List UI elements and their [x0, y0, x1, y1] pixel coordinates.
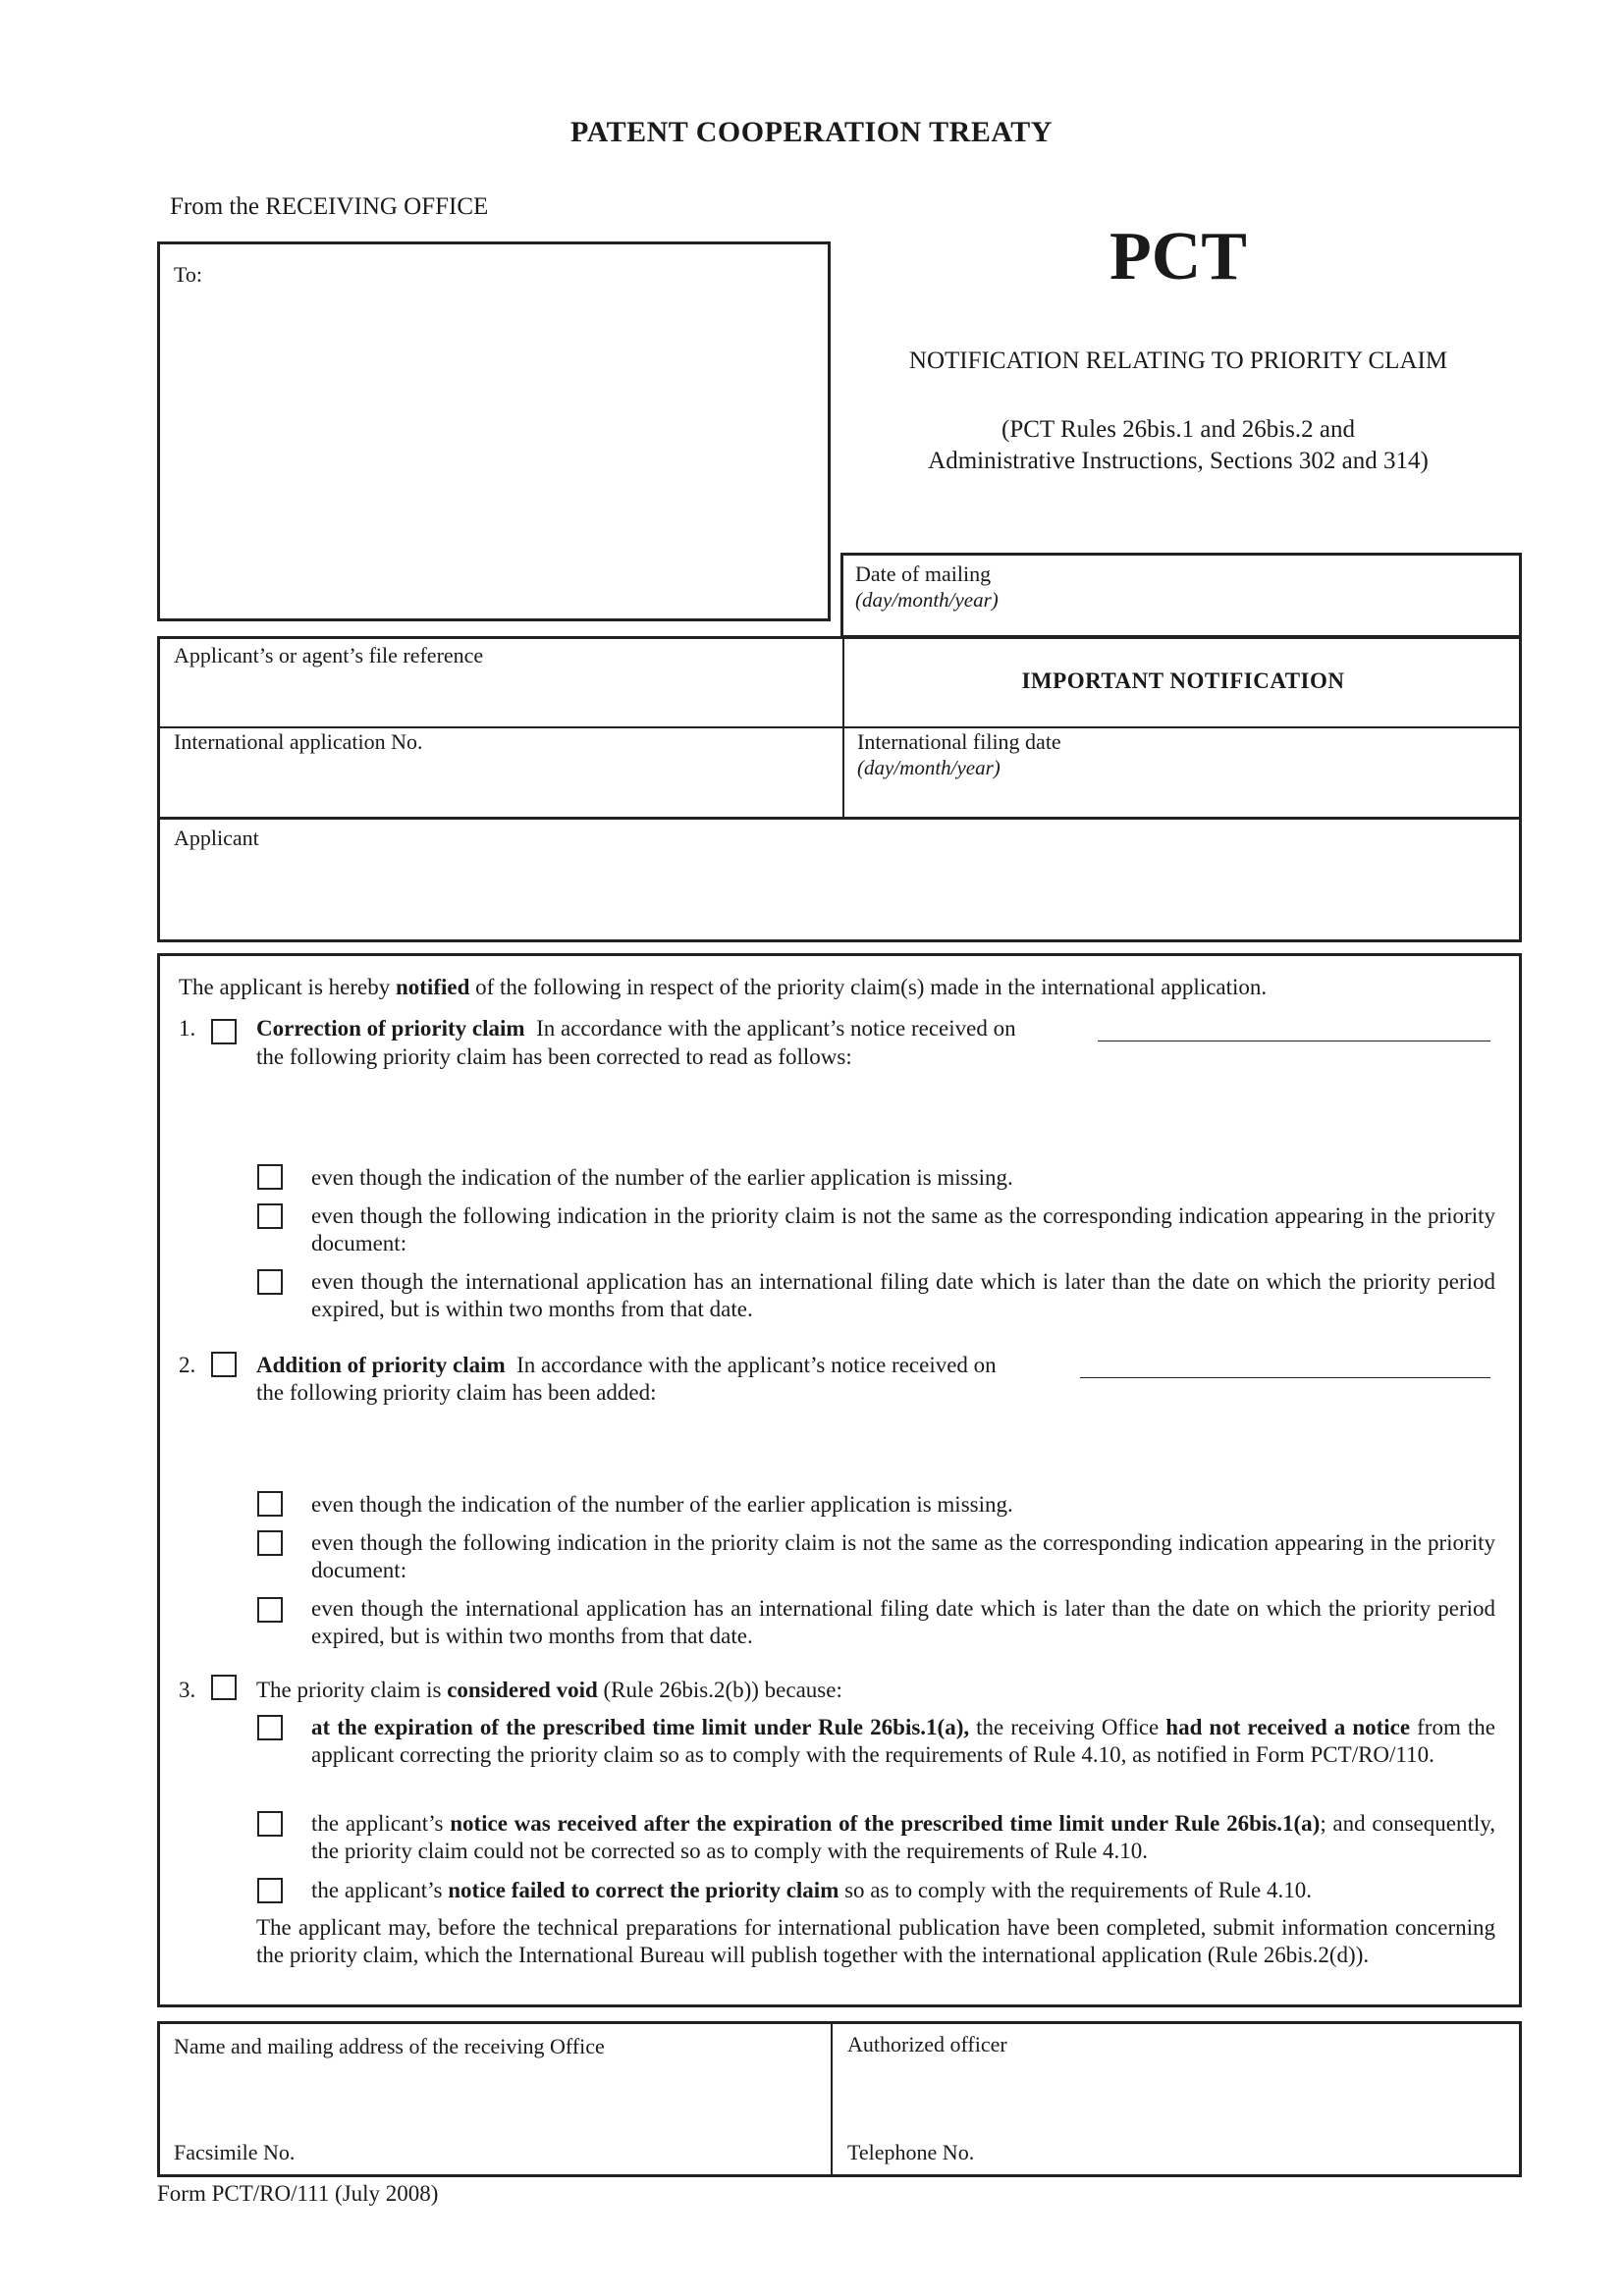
form-id: Form PCT/RO/111 (July 2008): [157, 2181, 439, 2206]
applicant-box[interactable]: [157, 817, 1522, 942]
to-label: To:: [174, 262, 203, 287]
section-2-heading: Addition of priority claim In accordance with the applicant’s notice received on: [256, 1353, 997, 1377]
s2-opt-c-checkbox[interactable]: [257, 1597, 283, 1623]
date-of-mailing-format: (day/month/year): [855, 588, 999, 612]
application-info-grid: [157, 636, 1522, 820]
date-of-mailing-text: Date of mailing: [855, 561, 992, 586]
applicant-label: Applicant: [174, 826, 259, 850]
intl-filing-date-label: [857, 729, 1061, 780]
section-1-heading: Correction of priority claim In accordance with the applicant’s notice received on: [256, 1016, 1016, 1041]
section-3-heading: The priority claim is considered void (Rule 26bis.2(b)) because:: [256, 1678, 842, 1702]
closing-paragraph: The applicant may, before the technical preparations for international publication have been completed, submit information concerning the priority claim, which the International Bureau will publish together with the international application (Rule 26bis.2(d)).: [256, 1915, 1495, 1967]
s3-reason-2-text: the applicant’s notice was received after the expiration of the prescribed time limit under Rule 26bis.1(a); and consequently, the priority claim could not be corrected so as to comply with the requirements of Rule 4.10.: [311, 1811, 1495, 1863]
section-2-date-line[interactable]: [1080, 1377, 1490, 1378]
section-2-number: 2.: [179, 1353, 196, 1377]
rules-line-1: (PCT Rules 26bis.1 and 26bis.2 and: [1001, 416, 1355, 443]
s2-opt-c-text: even though the international application has an international filing date which is later than the date on which the priority period expired, but is within two months from that date.: [311, 1596, 1495, 1648]
section-3-checkbox[interactable]: [211, 1675, 237, 1700]
s1-opt-b-text: even though the following indication in the priority claim is not the same as the corresponding indication appearing in the priority document:: [311, 1203, 1495, 1255]
receiving-office-box: [157, 2021, 1522, 2177]
s1-opt-b-checkbox[interactable]: [257, 1203, 283, 1229]
section-1-line-2: the following priority claim has been corrected to read as follows:: [256, 1044, 852, 1069]
facsimile-label: Facsimile No.: [174, 2140, 296, 2164]
s3-reason-1-checkbox[interactable]: [257, 1715, 283, 1740]
important-notification: IMPORTANT NOTIFICATION: [1021, 668, 1345, 693]
s2-opt-b-checkbox[interactable]: [257, 1530, 283, 1556]
s3-reason-3-checkbox[interactable]: [257, 1878, 283, 1903]
s3-reason-2-checkbox[interactable]: [257, 1811, 283, 1837]
intl-filing-date-format: (day/month/year): [857, 756, 1001, 779]
date-of-mailing-box[interactable]: [840, 553, 1522, 638]
s3-reason-1-text: at the expiration of the prescribed time limit under Rule 26bis.1(a), the receiving Office had not received a notice from the applicant correcting the priority claim so as to comply with the requirements of Rule 4.10, as notified in Form PCT/RO/110.: [311, 1715, 1495, 1767]
treaty-title: PATENT COOPERATION TREATY: [570, 116, 1053, 148]
to-address-box[interactable]: [157, 241, 831, 621]
notification-title: NOTIFICATION RELATING TO PRIORITY CLAIM: [908, 347, 1448, 374]
section-1-checkbox[interactable]: [211, 1019, 237, 1044]
section-1-number: 1.: [179, 1016, 196, 1041]
s1-opt-c-checkbox[interactable]: [257, 1269, 283, 1295]
file-reference-label: Applicant’s or agent’s file reference: [174, 643, 484, 667]
intl-filing-date-text: International filing date: [857, 729, 1061, 754]
s1-opt-a-checkbox[interactable]: [257, 1164, 283, 1190]
s2-opt-a-text: even though the indication of the number of the earlier application is missing.: [311, 1492, 1013, 1517]
intl-application-no-label: International application No.: [174, 729, 423, 754]
s3-reason-3-text: the applicant’s notice failed to correct the priority claim so as to comply with the requirements of Rule 4.10.: [311, 1878, 1313, 1902]
intro-text: The applicant is hereby notified of the following in respect of the priority claim(s) made in the international application.: [179, 975, 1268, 999]
section-3-number: 3.: [179, 1678, 196, 1702]
s2-opt-a-checkbox[interactable]: [257, 1491, 283, 1517]
office-name-address-label: Name and mailing address of the receiving Office: [174, 2034, 605, 2058]
pct-logo: PCT: [1109, 219, 1247, 294]
s2-opt-b-text: even though the following indication in the priority claim is not the same as the corresponding indication appearing in the priority document:: [311, 1530, 1495, 1582]
date-of-mailing-label: [855, 561, 999, 613]
s1-opt-c-text: even though the international application has an international filing date which is later than the date on which the priority period expired, but is within two months from that date.: [311, 1269, 1495, 1321]
telephone-label: Telephone No.: [847, 2140, 975, 2164]
s1-opt-a-text: even though the indication of the number of the earlier application is missing.: [311, 1165, 1013, 1190]
section-2-checkbox[interactable]: [211, 1352, 237, 1377]
authorized-officer-label: Authorized officer: [847, 2032, 1007, 2056]
section-2-line-2: the following priority claim has been added:: [256, 1380, 657, 1405]
from-office: From the RECEIVING OFFICE: [170, 193, 489, 220]
rules-line-2: Administrative Instructions, Sections 302 and 314): [928, 448, 1429, 474]
